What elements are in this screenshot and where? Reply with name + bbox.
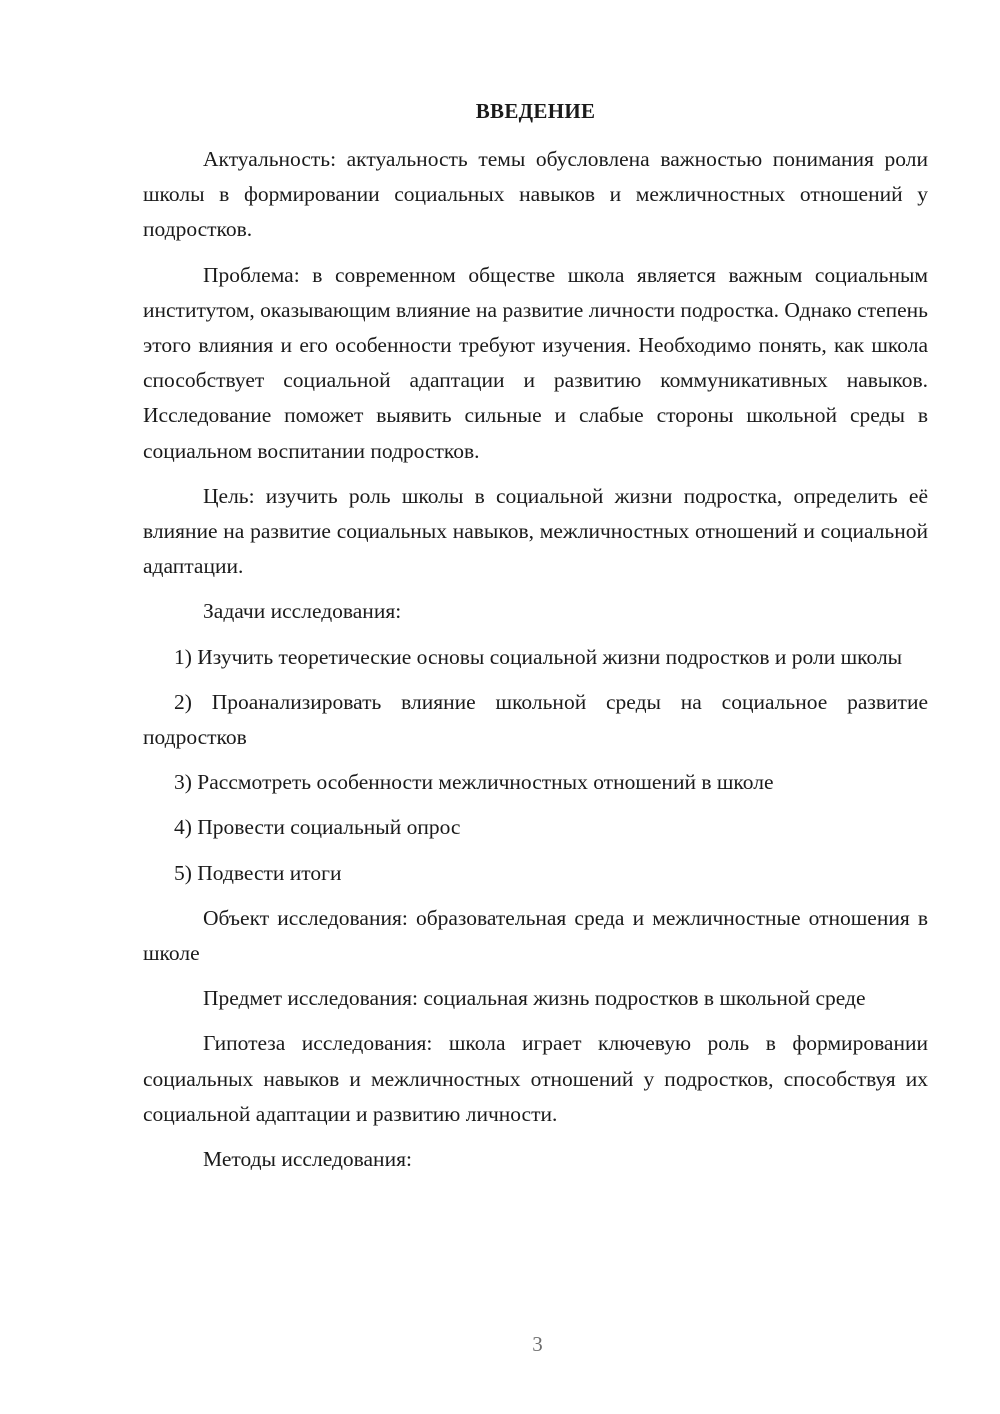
paragraph-relevance: Актуальность: актуальность темы обусловлена важностью понимания роли школы в формировании социальных навыков и межличностных отношений у подростков. bbox=[143, 147, 928, 242]
tasks-list bbox=[143, 640, 928, 891]
list-item: 2) Проанализировать влияние школьной среды на социальное развитие подростков bbox=[143, 689, 928, 750]
paragraph-subject: Предмет исследования: социальная жизнь подростков в школьной среде bbox=[203, 986, 866, 1011]
paragraph-goal: Цель: изучить роль школы в социальной жизни подростка, определить её влияние на развитие социальных навыков, межличностных отношений и социальной адаптации. bbox=[143, 483, 928, 579]
list-item: 5) Подвести итоги bbox=[174, 860, 342, 885]
page-number: 3 bbox=[532, 1332, 543, 1356]
page-content bbox=[143, 94, 928, 1187]
list-item: 3) Рассмотреть особенности межличностных отношений в школе bbox=[174, 770, 774, 795]
section-title: ВВЕДЕНИЕ bbox=[475, 99, 596, 123]
paragraph-tasks-heading: Задачи исследования: bbox=[203, 599, 402, 624]
list-item: 1) Изучить теоретические основы социальной жизни подростков и роли школы bbox=[174, 644, 903, 669]
paragraph-problem: Проблема: в современном обществе школа является важным социальным институтом, оказывающим влияние на развитие личности подростка. Однако степень этого влияния и его особенности требуют изучения. Необходимо понять, как школа способствует социальной адаптации и развитию коммуникативных навыков. Исследование поможет выявить сильные и слабые стороны школьной среды в социальном воспитании подростков. bbox=[143, 262, 928, 463]
paragraph-hypothesis: Гипотеза исследования: школа играет ключевую роль в формировании социальных навыков и межличностных отношений у подростков, способствуя их социальной адаптации и развитию личности. bbox=[143, 1031, 928, 1126]
list-item: 4) Провести социальный опрос bbox=[174, 815, 461, 840]
paragraph-methods: Методы исследования: bbox=[203, 1147, 412, 1172]
paragraph-object: Объект исследования: образовательная среда и межличностные отношения в школе bbox=[143, 905, 928, 966]
